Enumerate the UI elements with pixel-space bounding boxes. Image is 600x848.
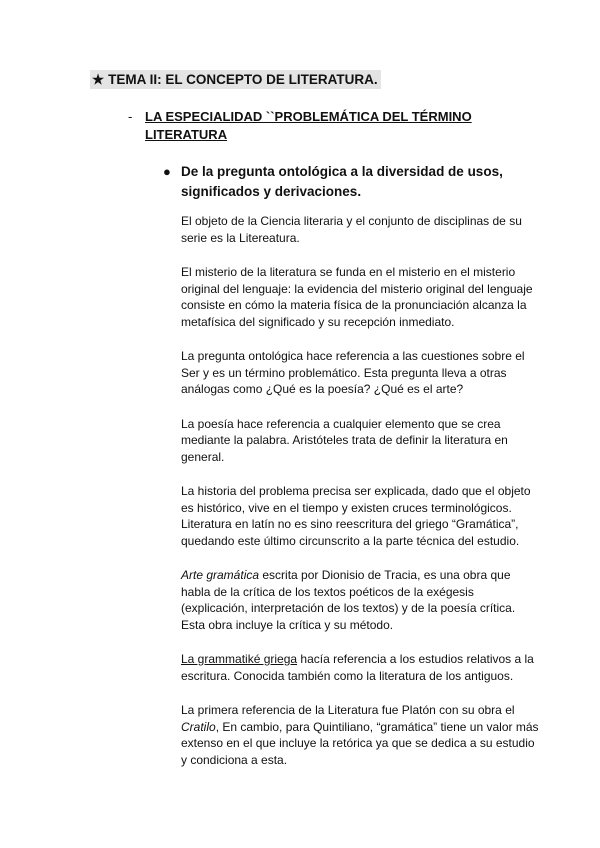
page-title [90,70,381,89]
paragraph-5: La historia del problema precisa ser explicada, dado que el objeto es histórico, vive en el tiempo y existen cruces terminológicos. Literatura en latín no es sino reescritura del griego “Gramática”, quedando este último circunscrito a la parte técnica del estudio. [181,484,531,548]
section-heading: LA ESPECIALIDAD ``PROBLEMÁTICA DEL TÉRMINO LITERATURA [145,109,472,142]
paragraph-6 [181,567,541,633]
body-text [181,213,541,786]
work-title-cratilo: Cratilo [181,719,216,734]
paragraph-3: La pregunta ontológica hace referencia a las cuestiones sobre el Ser y es un término problemático. Esta pregunta lleva a otras análogas como ¿Qué es la poesía? ¿Qué es el arte? [181,349,525,396]
paragraph-6-text: escrita por Dionisio de Tracia, es una obra que habla de la crítica de los textos poéticos de la exégesis (explicación, interpretación de los textos) y de la poesía crítica. Esta obra incluye la crítica y su método. [181,568,516,632]
paragraph-8-start: La primera referencia de la Literatura fue Platón con su obra el [181,703,515,717]
paragraph-7 [181,651,541,684]
work-title-arte-gramatica: Arte gramática [181,568,260,582]
paragraph-4: La poesía hace referencia a cualquier elemento que se crea mediante la palabra. Aristóteles trata de definir la literatura en general. [181,416,508,464]
paragraph-7-text: hacía referencia a los estudios relativos a la escritura. Conocida también como la literatura de los antiguos. [181,652,534,683]
term-grammatike-griega: La grammatiké griega [181,652,298,666]
star-icon: ★ [92,72,105,87]
dash-marker: - [128,109,133,124]
page-title-text: TEMA II: EL CONCEPTO DE LITERATURA. [108,72,378,87]
paragraph-2: El misterio de la literatura se funda en el misterio en el misterio original del lenguaje: la evidencia del misterio original del lenguaje consiste en cómo la materia física de la pronunciación alcanza la metafísica del significado y su recepción inmediato. [181,265,533,329]
bullet-icon: ● [163,164,171,179]
paragraph-8-text: , En cambio, para Quintiliano, “gramática” tiene un valor más extenso en el que incluye la retórica ya que se dedica a su estudio y condiciona a esta. [181,719,539,767]
paragraph-1: El objeto de la Ciencia literaria y el conjunto de disciplinas de su serie es la Litereatura. [181,214,522,245]
subsection-heading: De la pregunta ontológica a la diversidad de usos, significados y derivaciones. [181,164,503,199]
paragraph-8 [181,702,541,768]
